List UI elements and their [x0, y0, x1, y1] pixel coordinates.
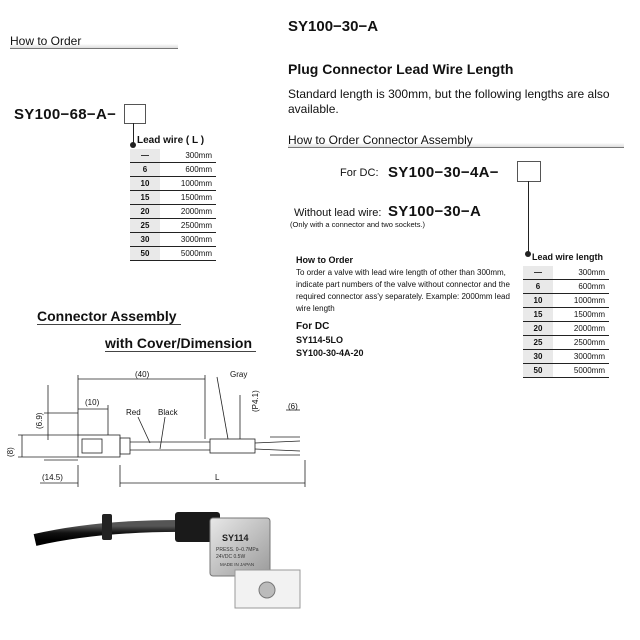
left-code-box	[124, 104, 146, 124]
port-hole	[259, 582, 275, 598]
table-row: 6 600mm	[523, 280, 609, 294]
dim-p4-1: (P4.1)	[251, 390, 260, 412]
dim-6: (6)	[288, 402, 298, 411]
dim-8: (8)	[6, 447, 15, 457]
table-row: 30 3000mm	[523, 350, 609, 364]
plug-connector-title: Plug Connector Lead Wire Length	[288, 61, 514, 77]
left-leader-dot	[130, 142, 136, 148]
table-row: 15 1500mm	[130, 191, 216, 205]
without-wire-note: (Only with a connector and two sockets.)	[290, 220, 426, 229]
left-lead-wire-table	[130, 149, 216, 261]
table-row: 25 2500mm	[523, 336, 609, 350]
cable-clip	[102, 514, 112, 540]
for-dc-code: SY100−30−4A−	[388, 164, 499, 181]
for-dc-label: For DC:	[340, 167, 379, 179]
right-model-title: SY100−30−A	[288, 18, 379, 35]
connector-socket	[82, 439, 102, 453]
right-leader-line	[528, 181, 529, 253]
assembly-header	[288, 133, 624, 148]
right-instructions: To order a valve with lead wire length of other than 300mm, indicate part numbers of the valve without connector and the required connector ass'y separately. Example: 2000mm lead wire length	[296, 268, 510, 313]
table-row: 15 1500mm	[523, 308, 609, 322]
right-lead-wire-table	[523, 266, 609, 378]
dim-L: L	[215, 473, 220, 482]
connector-photo	[30, 500, 320, 615]
dim-6-9: (6.9)	[35, 412, 44, 429]
dim-10: (10)	[85, 398, 100, 407]
plug-connector-desc: Standard length is 300mm, but the following lengths are also available.	[288, 87, 610, 116]
right-example-2: SY100-30-4A-20	[296, 348, 364, 358]
cable	[35, 526, 190, 540]
dim-40: (40)	[135, 370, 150, 379]
table-row: 25 2500mm	[130, 219, 216, 233]
table-row: — 300mm	[130, 149, 216, 163]
connector-body	[78, 435, 120, 457]
table-row: 50 5000mm	[523, 364, 609, 378]
dimension-drawing	[0, 365, 320, 495]
valve-line-2: 24VDC 0.5W	[216, 554, 246, 560]
left-how-to-order-title: How to Order	[10, 34, 82, 48]
right-lead-wire-label: Lead wire length	[532, 252, 604, 262]
table-row: 10 1000mm	[523, 294, 609, 308]
table-row: 20 2000mm	[523, 322, 609, 336]
table-row: — 300mm	[523, 266, 609, 280]
connector-cover-step	[120, 438, 130, 454]
assembly-header-title: How to Order Connector Assembly	[288, 133, 473, 147]
table-row: 10 1000mm	[130, 177, 216, 191]
left-how-to-order-header	[10, 34, 178, 49]
table-row: 6 600mm	[130, 163, 216, 177]
table-row: 50 5000mm	[130, 247, 216, 261]
valve-brand: SY114	[222, 533, 249, 543]
left-model-code: SY100−68−A−	[14, 106, 117, 123]
label-black: Black	[158, 408, 178, 417]
right-code-box	[517, 161, 541, 182]
table-row: 20 2000mm	[130, 205, 216, 219]
connector-title-line2: with Cover/Dimension	[105, 335, 256, 352]
right-for-dc: For DC	[296, 321, 330, 332]
without-wire-label: Without lead wire:	[294, 207, 382, 219]
dim-14-5: (14.5)	[42, 473, 63, 482]
valve-line-1: PRESS. 0–0.7MPa	[216, 547, 259, 553]
right-how-to-order: How to Order	[296, 255, 354, 265]
connector-title-line1: Connector Assembly	[37, 308, 181, 325]
right-example-1: SY114-5LO	[296, 335, 344, 345]
label-red: Red	[126, 408, 141, 417]
right-leader-dot	[525, 251, 531, 257]
without-wire-code: SY100−30−A	[388, 203, 482, 220]
valve-line-3: MADE IN JAPAN	[220, 562, 255, 567]
label-gray: Gray	[230, 370, 248, 379]
left-lead-wire-label: Lead wire ( L )	[137, 135, 205, 146]
gray-sleeve	[210, 439, 255, 453]
table-row: 30 3000mm	[130, 233, 216, 247]
